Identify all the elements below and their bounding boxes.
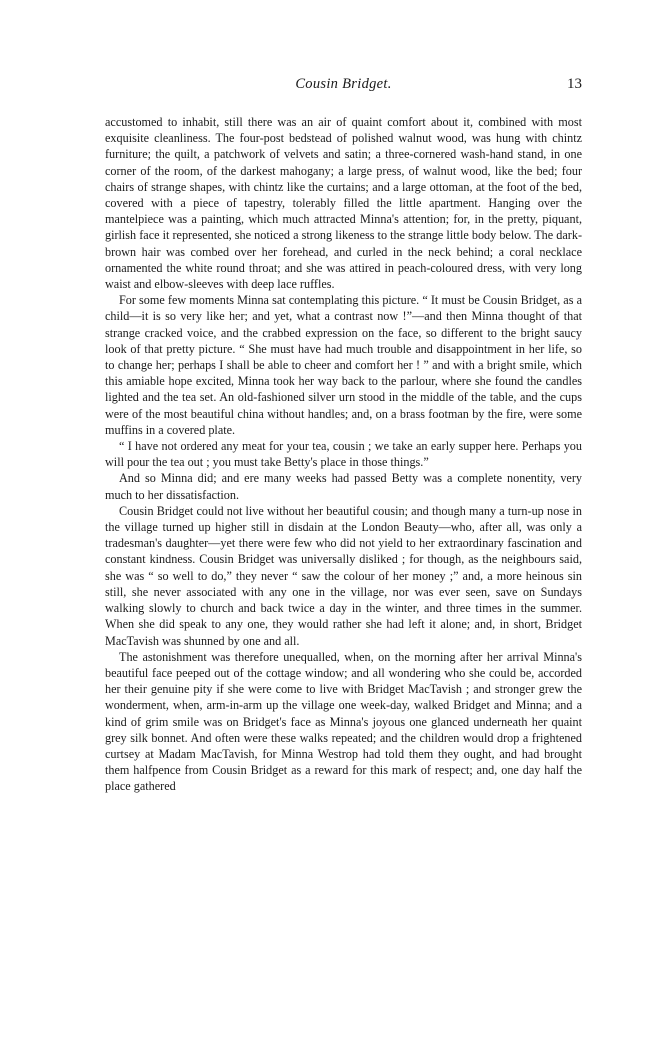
paragraph: For some few moments Minna sat contemplating this picture. “ It must be Cousin Bridget, as a child—it is so very like her; and yet, what a contrast now !”—and then Minna thought of that strange cracked voice, and the crabbed expression on the face, so different to the bright saucy look of that pretty picture. “ She must have had much trouble and disappointment in her life, so to change her; perhaps I shall be able to cheer and comfort her ! ” and with a bright smile, which this amiable hope excited, Minna took her way back to the parlour, where she found the candles lighted and the tea set. An old-fashioned silver urn stood in the middle of the table, and the cups were of the most beautiful china without handles; and, on a brass footman by the fire, were some muffins in a covered plate. — [105, 293, 582, 437]
page-number: 13 — [567, 76, 582, 92]
body-text — [105, 114, 582, 795]
page-header — [105, 76, 582, 100]
paragraph: The astonishment was therefore unequalled, when, on the morning after her arrival Minna's beautiful face peeped out of the cottage window; and all wondering who she could be, accorded her their genuine pity if she were come to live with Bridget MacTavish ; and stronger grew the wonderment, when, arm-in-arm up the village one week-day, walked Bridget and Minna; and a kind of grim smile was on Bridget's face as Minna's joyous one glanced underneath her quaint grey silk bonnet. And often were these walks repeated; and the children would drop a frightened curtsey at Madam MacTavish, for Minna Westrop had told them they ought, and had brought them halfpence from Cousin Bridget as a reward for this mark of respect; and, one day half the place gathered — [105, 649, 582, 794]
paragraph: accustomed to inhabit, still there was an air of quaint comfort about it, combined with most exquisite cleanliness. The four-post bedstead of polished walnut wood, was hung with chintz furniture; the quilt, a patchwork of velvets and satin; a three-cornered wash-hand stand, in one corner of the room, of the darkest mahogany; a large press, of walnut wood, like the bed; four chairs of strange shapes, with chintz like the curtains; and a large ottoman, at the foot of the bed, covered with a piece of tapestry, tolerably filled the little apartment. Hanging over the mantelpiece was a painting, which much attracted Minna's attention; for, in the pretty, piquant, girlish face it represented, she noticed a strong likeness to the strange little body below. The dark-brown hair was combed over her forehead, and curled in the neck behind; a coral necklace ornamented the white round throat; and she was attired in peach-coloured dress, with very long waist and elbow-sleeves with deep lace ruffles. — [105, 115, 582, 292]
paragraph: “ I have not ordered any meat for your tea, cousin ; we take an early supper here. Perhaps you will pour the tea out ; you must take Betty's place in those things.” — [105, 439, 582, 470]
paragraph: Cousin Bridget could not live without her beautiful cousin; and though many a turn-up nose in the village turned up higher still in disdain at the London Beauty—who, after all, was only a tradesman's daughter—yet there were few who did not yield to her extraordinary fascination and constant kindness. Cousin Bridget was universally disliked ; for though, as the neighbours said, she was “ so well to do,” they never “ saw the colour of her money ;” and, a more heinous sin still, she never associated with any one in the village, nor was ever seen, save on Sundays walking slowly to church and back twice a day in the winter, and three times in the summer. When she did speak to any one, they would rather she had left it alone; and, in short, Bridget MacTavish was shunned by one and all. — [105, 503, 582, 648]
paragraph: And so Minna did; and ere many weeks had passed Betty was a complete nonentity, very much to her dissatisfaction. — [105, 471, 582, 502]
running-title: Cousin Bridget. — [295, 76, 392, 92]
